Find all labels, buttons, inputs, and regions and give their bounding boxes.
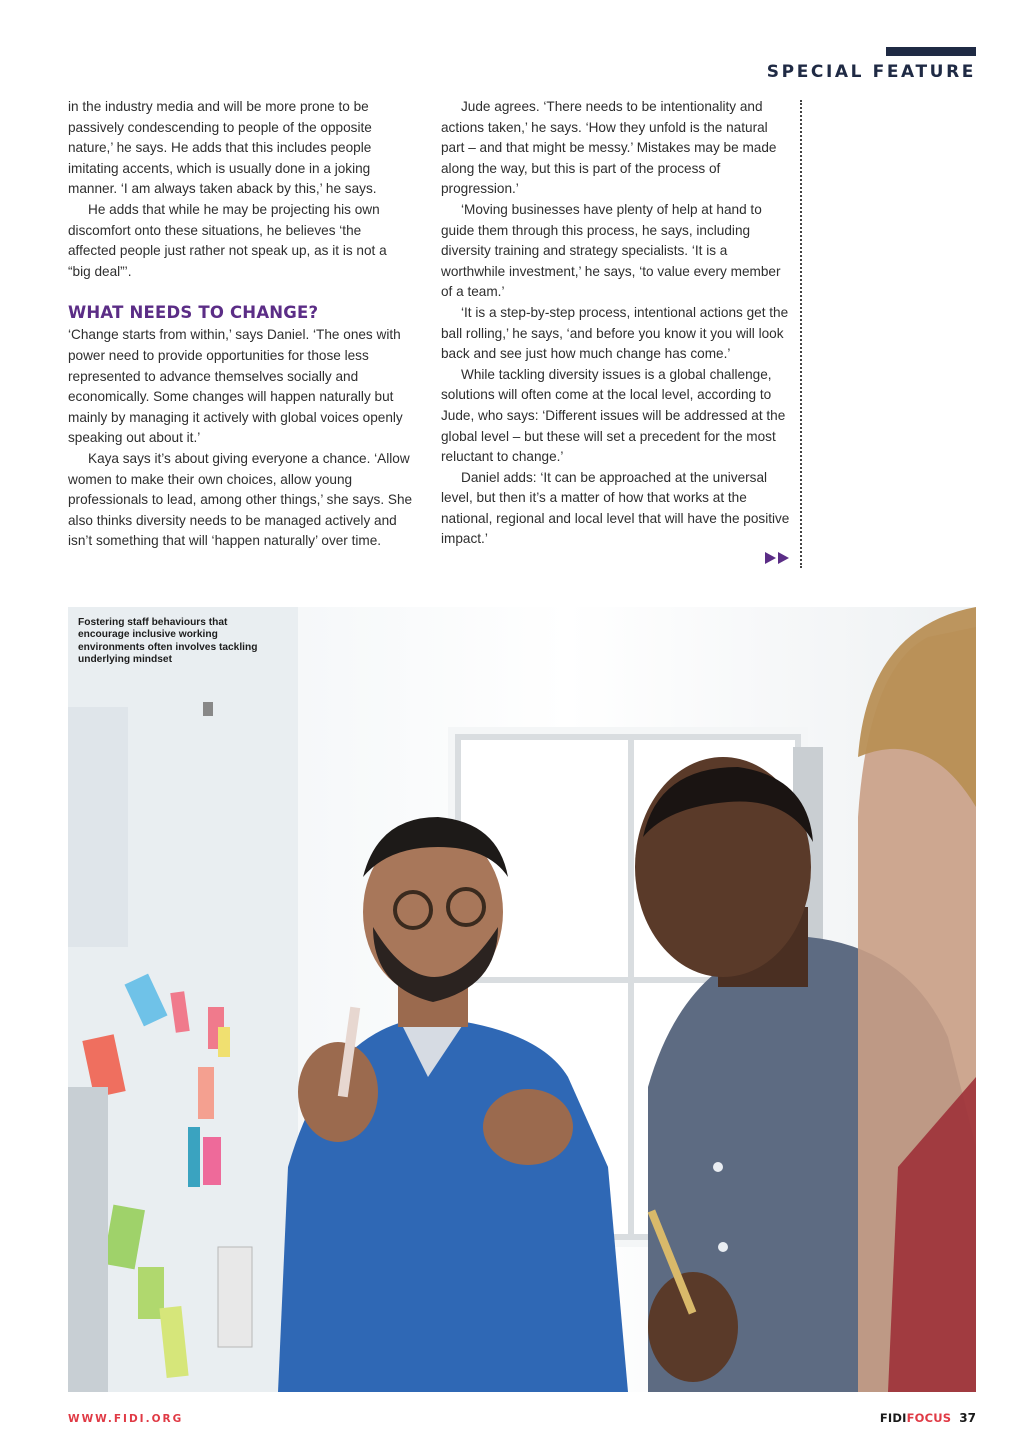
column-divider	[800, 100, 802, 568]
paragraph: Kaya says it’s about giving everyone a chance. ‘Allow women to make their own choices, allow young professionals to lead, among other things,’ she says. She also thinks diversity needs to be managed actively and isn’t something that will ‘happen naturally’ over time.	[68, 450, 413, 549]
paragraph: ‘Change starts from within,’ says Daniel. ‘The ones with power need to provide opportunities for those less represented to advance themselves socially and economically. Some changes will happen naturally but mainly by managing it actively with global voices openly speaking out about it.’	[68, 327, 403, 446]
footer-url[interactable]: WWW.FIDI.ORG	[68, 1413, 184, 1425]
paragraph: He adds that while he may be projecting his own discomfort onto these situations, he believes ‘the affected people just rather not speak up, as it is not a “big deal”’.	[68, 201, 387, 279]
header-bar	[886, 47, 976, 56]
brand-focus: FOCUS	[906, 1411, 952, 1425]
paragraph: While tackling diversity issues is a global challenge, solutions will often come at the local level, according to Jude, who says: ‘Different issues will be addressed at the global level – but these will set a precedent for the most reluctant to change.’	[441, 366, 786, 465]
photo-illustration	[68, 607, 976, 1392]
paragraph: Jude agrees. ‘There needs to be intentionality and actions taken,’ he says. ‘How they unfold is the natural part – and that might be messy.’ Mistakes may be made along the way, but this is part of the process of progression.’	[441, 99, 777, 197]
paragraph: Daniel adds: ‘It can be approached at the universal level, but then it’s a matter of how that works at the national, regional and local level that will have the positive impact.’	[441, 469, 790, 547]
right-column	[441, 97, 790, 550]
paragraph: in the industry media and will be more prone to be passively condescending to people of the opposite nature,’ he says. He adds that this includes people imitating accents, which is usually done in a joking manner. ‘I am always taken aback by this,’ he says.	[68, 99, 377, 197]
article-photo	[68, 607, 976, 1392]
paragraph: ‘It is a step-by-step process, intentional actions get the ball rolling,’ he says, ‘and before you know it you will look back and see just how much change has come.’	[441, 304, 789, 362]
paragraph: ‘Moving businesses have plenty of help at hand to guide them through this process, he says, including diversity training and strategy specialists. ‘It is a worthwhile investment,’ he says, ‘to value every member of a team.’	[441, 201, 781, 300]
photo-caption: Fostering staff behaviours that encourage inclusive working environments often involves tackling underlying mindset	[78, 617, 258, 666]
section-label: SPECIAL FEATURE	[766, 62, 976, 82]
subheading: WHAT NEEDS TO CHANGE?	[68, 303, 319, 323]
left-column	[68, 97, 413, 552]
footer-brand	[880, 1411, 976, 1425]
page-number: 37	[959, 1411, 976, 1425]
double-play-arrows-icon	[765, 551, 791, 565]
brand-fidi: FIDI	[879, 1411, 907, 1425]
